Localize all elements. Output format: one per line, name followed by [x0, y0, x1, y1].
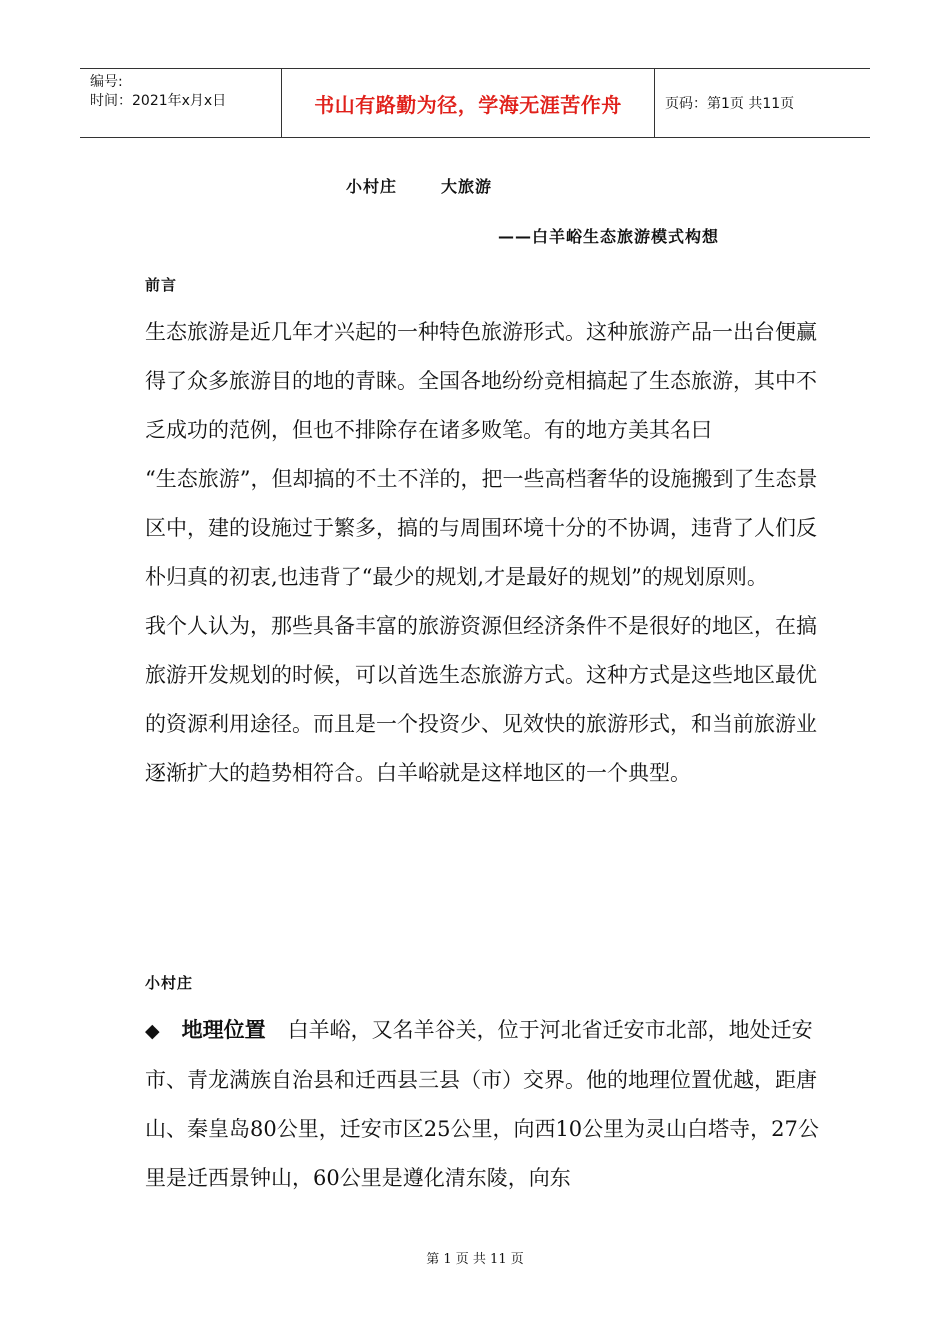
- page-footer: 第 1 页 共 11 页: [426, 1252, 524, 1267]
- document-title: [346, 174, 492, 197]
- preface-paragraph-1: 生态旅游是近几年才兴起的一种特色旅游形式。这种旅游产品一出台便赢得了众多旅游目的地的青睐。全国各地纷纷竞相搞起了生态旅游，其中不乏成功的范例，但也不排除存在诸多败笔。有的地方美其名曰: [145, 320, 817, 442]
- number-label: 编号:: [90, 74, 123, 90]
- location-description: 白羊峪，又名羊谷关，位于河北省迁安市北部，地处迁安市、青龙满族自治县和迁西县三县（市）交界。他的地理位置优越，距唐山、秦皇岛80公里，迁安市区25公里，向西10公里为灵山白塔寺，27公里是迁西景钟山，60公里是遵化清东陵，向东: [145, 1018, 819, 1190]
- preface-paragraph-3: 我个人认为，那些具备丰富的旅游资源但经济条件不是很好的地区，在搞旅游开发规划的时候，可以首选生态旅游方式。这种方式是这些地区最优的资源利用途径。而且是一个投资少、见效快的旅游形式，和当前旅游业逐渐扩大的趋势相符合。白羊峪就是这样地区的一个典型。: [145, 614, 817, 785]
- document-subtitle: ——白羊峪生态旅游模式构想: [498, 227, 720, 246]
- preface-body: [145, 308, 825, 798]
- header-meta: [80, 69, 282, 137]
- preface-heading: 前言: [145, 276, 178, 294]
- village-heading: 小村庄: [145, 974, 194, 992]
- header-page-code: 页码：第1页 共11页: [665, 96, 795, 112]
- preface-paragraph-2: “生态旅游”，但却搞的不土不洋的，把一些高档奢华的设施搬到了生态景区中，建的设施过于繁多，搞的与周围环境十分的不协调，违背了人们反朴归真的初衷,也违背了“最少的规划,才是最好的规划”的规划原则。: [145, 467, 818, 589]
- location-label: 地理位置: [181, 1018, 266, 1042]
- title-part-2: 大旅游: [441, 177, 493, 196]
- location-text: [145, 1006, 825, 1203]
- header-motto: 书山有路勤为径，学海无涯苦作舟: [282, 69, 655, 137]
- document-header: [80, 68, 870, 138]
- location-paragraph: [145, 1006, 825, 1203]
- time-label: 时间：2021年x月x日: [90, 93, 227, 109]
- title-part-1: 小村庄: [346, 177, 398, 196]
- diamond-bullet-icon: ◆: [145, 1020, 160, 1042]
